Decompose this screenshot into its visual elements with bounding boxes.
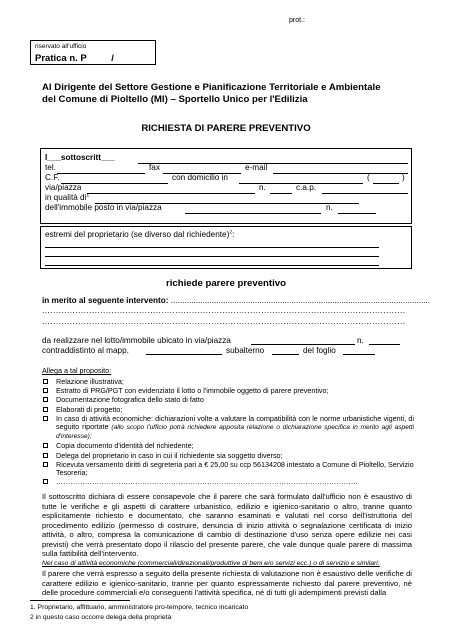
cf-label: C.F. [45, 173, 60, 182]
location-sheet-field[interactable] [343, 354, 375, 355]
property-field[interactable] [185, 213, 321, 214]
attachment-note: (allo scopo l'ufficio potrà richiedere apposita relazione o dichiarazione specifica in merito agli aspetti d'interesse); [56, 424, 415, 441]
intervention-row [42, 296, 430, 305]
intervention-label: in merito al seguente intervento: [42, 296, 169, 305]
quality-label [45, 193, 89, 202]
checkbox[interactable] [43, 388, 48, 393]
owner-footnote-ref: 2 [229, 230, 233, 236]
email-field[interactable] [273, 173, 408, 174]
number-label: n. [259, 183, 266, 192]
province-close-paren: ) [402, 173, 405, 182]
pratica-separator: / [111, 53, 114, 64]
owner-label-colon: : [232, 230, 235, 239]
number-field[interactable] [270, 193, 292, 194]
cap-label: c.a.p. [296, 183, 317, 192]
attachment-text: Ricevuta versamento diritti di segreteria pari a € 25,00 su ccp 56134208 intestato a Comune di Pioltello, Servizio Tesoreria; [56, 459, 414, 478]
checkbox[interactable] [43, 453, 48, 458]
cap-field[interactable] [322, 193, 408, 194]
email-label: e-mail [245, 163, 268, 172]
location-via-label: da realizzare nel lotto/immobile ubicato in via/piazza [42, 336, 231, 345]
footnote-divider [30, 600, 130, 601]
attachment-text: ……………………………………………………………………………………………………………… [56, 478, 358, 487]
fax-label: fax [149, 163, 160, 172]
addressee-line-2: del Comune di Pioltello (MI) – Sportello Unico per l'Edilizia [42, 94, 308, 105]
tel-field[interactable] [57, 173, 145, 174]
protocol-label: prot.: [289, 17, 305, 24]
office-reserved-label: riservato all'ufficio [35, 43, 87, 50]
economic-paragraph: Il parere che verrà espresso a seguito della presente richiesta di valutazione non è esaustivo delle verifiche di carattere edilizio e igienico-sanitario, tranne per quanto espressamente richiesto dal parere preventivo, né delle procedure commerciali e/o conseguenti l'attività specifica, né di tutti gli adempimenti previsti dalla [42, 569, 412, 597]
domicile-label: con domicilio in [172, 173, 228, 182]
owner-label-text: estremi del proprietario (se diverso dal richiedente) [45, 230, 230, 239]
attachment-item [42, 387, 414, 395]
location-number-label: n. [357, 336, 364, 345]
location-row-1 [42, 336, 231, 345]
attachment-item [42, 406, 414, 414]
name-field[interactable] [138, 163, 408, 164]
footnote-1: 1. Proprietario, affittuario, amministratore pro-tempore, tecnico incaricato [30, 604, 249, 611]
province-field[interactable] [373, 183, 399, 184]
owner-line-1[interactable] [45, 247, 379, 248]
quality-text: in qualità di [45, 193, 87, 202]
via-field[interactable] [87, 193, 255, 194]
property-number-field[interactable] [338, 213, 376, 214]
checkbox[interactable] [43, 407, 48, 412]
pratica-number-label: Pratica n. P [35, 53, 87, 64]
intervention-line-2[interactable]: ................................................................................................................................... [42, 306, 406, 315]
pratica-label [35, 53, 114, 64]
applicant-form [40, 148, 412, 224]
location-sub-label: subalterno [226, 346, 265, 355]
checkbox[interactable] [43, 462, 48, 467]
property-label: dell'immobile posto in via/piazza [45, 203, 162, 212]
attachment-item [42, 452, 414, 460]
location-number-field[interactable] [369, 344, 400, 345]
checkbox[interactable] [43, 479, 48, 484]
owner-line-2[interactable] [45, 256, 379, 257]
attachment-text: Relazione illustrativa; [56, 377, 124, 386]
economic-note: Nel caso di attività economiche (commerciali/direzionali/produttive di beni e/o servizi ecc.) o di servizio e similari: [42, 560, 380, 567]
tel-label: tel. [45, 163, 56, 172]
intervention-line-3[interactable]: ................................................................................................................................... [42, 317, 406, 326]
owner-details-box [40, 226, 412, 269]
attachment-text: Copia documento d'identità del richiedente; [56, 441, 194, 451]
attachment-text: Estratto di PRG/PGT con evidenziato il lotto o l'immobile oggetto di parere preventivo; [56, 386, 329, 396]
attachment-text: In caso di attività economiche: dichiarazioni volte a valutare la compatibilità con le norme urbanistiche vigenti, di seguito riportate [56, 413, 414, 432]
footnote-2: 2 in questo caso occorre delega della proprietà [30, 614, 172, 621]
request-heading: richiede parere preventivo [166, 278, 286, 289]
intervention-dots[interactable]: .................................................................................................................. [170, 296, 431, 305]
addressee-line-1: Al Dirigente del Settore Gestione e Pianificazione Territoriale e Ambientale [42, 82, 381, 93]
checkbox[interactable] [43, 379, 48, 384]
location-sheet-label: del foglio [303, 346, 336, 355]
owner-line-3[interactable] [45, 265, 379, 266]
location-mapp-field[interactable] [146, 354, 222, 355]
attachment-item [42, 461, 414, 477]
property-number-label: n. [326, 203, 333, 212]
attachment-item [42, 378, 414, 386]
signed-label: I___sottoscritt___ [45, 153, 115, 162]
attachment-item [42, 442, 414, 450]
quality-footnote-ref: 1 [86, 193, 90, 199]
via-label: via/piazza [45, 183, 82, 192]
checkbox[interactable] [43, 397, 48, 402]
location-mapp-label: contraddistinto al mapp. [42, 346, 129, 355]
attachment-text: Elaborati di progetto; [56, 404, 123, 414]
checkbox[interactable] [43, 416, 48, 421]
attachments-list [42, 378, 414, 487]
attachment-item [42, 478, 414, 486]
location-sub-field[interactable] [272, 354, 299, 355]
owner-label [45, 230, 234, 239]
attachment-text: Documentazione fotografica dello stato di fatto [56, 395, 204, 405]
attachments-label: Allega a tal proposito: [42, 366, 112, 375]
attachment-item [42, 396, 414, 404]
checkbox[interactable] [43, 443, 48, 448]
document-title: RICHIESTA DI PARERE PREVENTIVO [141, 123, 311, 134]
declaration-paragraph: Il sottoscritto dichiara di essere consapevole che il parere che sarà formulato dall'ufficio non è esaustivo di tutte le verifiche e gli aspetti di carattere urbanistico, edilizio e igienico-sanitario o altro, tranne quanto esplicitamente richiesto e documentato, che saranno esaminati e valutati nel corso dell'istruttoria del procedimento edilizio (permesso di costruire, denuncia di inizio attività o segnalazione certificata di inizio attività, o altro, compresa la comunicazione di cambio di destinazione d'uso senza opere edilizie nei casi previsti) che verrà presentato dopo il rilascio del presente parere, che vale dunque quale parere di massima sulla fattibilità dell'intervento. [42, 492, 412, 558]
attachment-text: Delega del proprietario in caso in cui il richiedente sia soggetto diverso; [56, 450, 283, 460]
province-open-paren: ( [367, 173, 370, 182]
attachment-item [42, 415, 414, 442]
location-via-field[interactable] [251, 344, 355, 345]
office-reserved-box [30, 40, 156, 65]
